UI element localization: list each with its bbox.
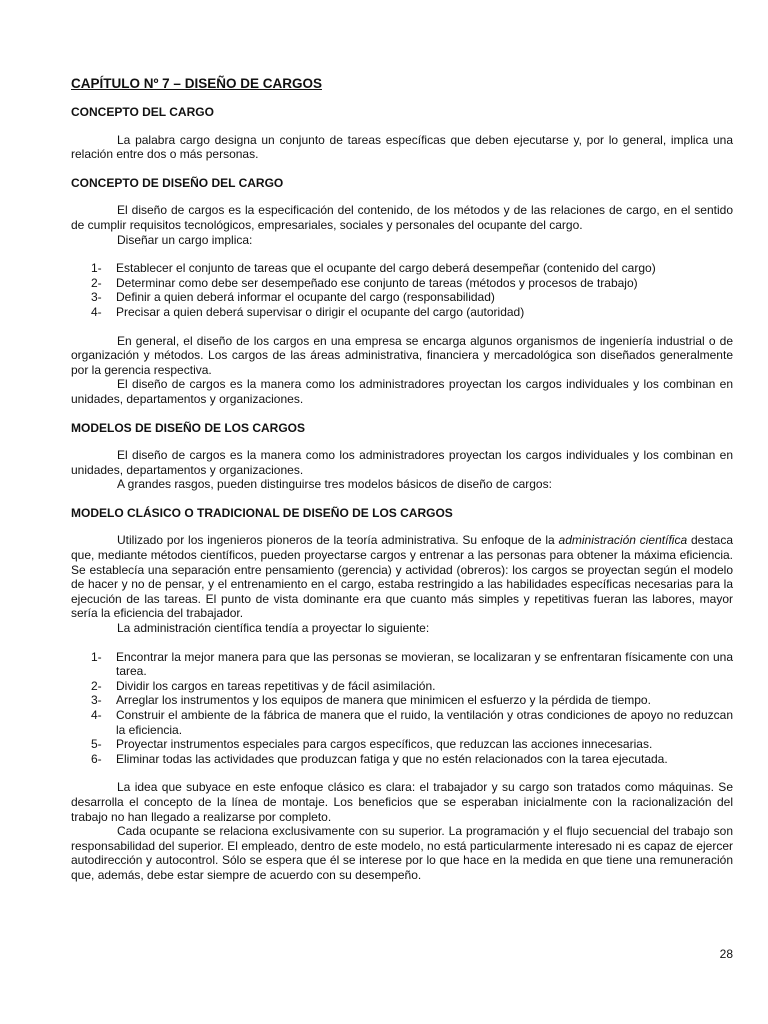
paragraph: A grandes rasgos, pueden distinguirse tres modelos básicos de diseño de cargos: bbox=[117, 477, 552, 492]
list-item bbox=[71, 752, 733, 767]
list-text: Encontrar la mejor manera para que las personas se movieran, se localizaran y se enfrentaran físicamente con una tarea. bbox=[116, 649, 733, 679]
section-body-concepto-del-cargo bbox=[71, 133, 733, 162]
numbered-list-administracion-cientifica bbox=[71, 650, 733, 767]
list-number: 2- bbox=[91, 275, 102, 290]
document-page bbox=[71, 76, 733, 897]
paragraph: La administración científica tendía a proyectar lo siguiente: bbox=[117, 621, 430, 636]
list-text: Arreglar los instrumentos y los equipos de manera que minimicen el esfuerzo y la pérdida de tiempo. bbox=[116, 693, 651, 708]
list-number: 2- bbox=[91, 678, 102, 693]
list-number: 3- bbox=[91, 693, 102, 708]
section-body-concepto-de-diseno-cont bbox=[71, 334, 733, 407]
paragraph: La palabra cargo designa un conjunto de tareas específicas que deben ejecutarse y, por lo general, implica una relación entre dos o más personas. bbox=[71, 132, 733, 162]
list-item bbox=[71, 737, 733, 752]
page-number: 28 bbox=[719, 947, 733, 961]
paragraph: Diseñar un cargo implica: bbox=[117, 232, 253, 247]
list-text: Determinar como debe ser desempeñado ese conjunto de tareas (métodos y procesos de trabajo) bbox=[116, 275, 638, 290]
paragraph: Cada ocupante se relaciona exclusivamente con su superior. La programación y el flujo secuencial del trabajo son responsabilidad del superior. El empleado, dentro de este modelo, no está particularmente interesado ni es capaz de ejercer autodirección y autocontrol. Sólo se espera que él se interese por lo que hace en la medida en que tiene una remuneración que, además, debe estar siempre de acuerdo con su desempeño. bbox=[71, 824, 733, 882]
list-item bbox=[71, 708, 733, 737]
section-heading-modelos: MODELOS DE DISEÑO DE LOS CARGOS bbox=[71, 420, 306, 435]
list-number: 1- bbox=[91, 649, 102, 664]
list-item bbox=[71, 261, 733, 276]
chapter-title: CAPÍTULO Nº 7 – DISEÑO DE CARGOS bbox=[71, 76, 322, 91]
list-item bbox=[71, 693, 733, 708]
list-item bbox=[71, 290, 733, 305]
paragraph: En general, el diseño de los cargos en una empresa se encarga algunos organismos de ingeniería industrial o de organización y métodos. Los cargos de las áreas administrativa, financiera y mercadológica son diseñados generalmente por la gerencia respectiva. bbox=[71, 333, 733, 377]
list-text: Construir el ambiente de la fábrica de manera que el ruido, la ventilación y otras condiciones de apoyo no reduzcan la eficiencia. bbox=[116, 708, 733, 737]
list-number: 3- bbox=[91, 290, 102, 305]
paragraph: El diseño de cargos es la especificación del contenido, de los métodos y de las relaciones de cargo, en el sentido de cumplir requisitos tecnológicos, empresariales, sociales y personales del ocupante del cargo. bbox=[71, 203, 733, 232]
list-item bbox=[71, 305, 733, 320]
list-text: Proyectar instrumentos especiales para cargos específicos, que reduzcan las acciones innecesarias. bbox=[116, 737, 653, 752]
list-text: Precisar a quien deberá supervisar o dirigir el ocupante del cargo (autoridad) bbox=[116, 304, 525, 319]
list-text: Dividir los cargos en tareas repetitivas y de fácil asimilación. bbox=[116, 678, 436, 693]
list-number: 5- bbox=[91, 737, 102, 752]
section-heading-modelo-clasico: MODELO CLÁSICO O TRADICIONAL DE DISEÑO DE LOS CARGOS bbox=[71, 505, 453, 520]
paragraph bbox=[71, 533, 733, 621]
paragraph: El diseño de cargos es la manera como los administradores proyectan los cargos individuales y los combinan en unidades, departamentos y organizaciones. bbox=[71, 448, 733, 477]
section-body-modelo-clasico-cont bbox=[71, 780, 733, 882]
list-item bbox=[71, 679, 733, 694]
list-text: Definir a quien deberá informar el ocupante del cargo (responsabilidad) bbox=[116, 290, 495, 305]
paragraph-text: destaca que, mediante métodos científicos, pueden proyectarse cargos y entrenar a las personas para obtener la máxima eficiencia. Se establecía una separación entre pensamiento (gerencia) y actividad (obreros): los cargos se proyectan según el modelo de hacer y no de pensar, y el entrenamiento en el cargo, estaba restringido a las habilidades específicas necesarias para la ejecución de las tareas. El punto de vista dominante era que cuanto más simples y repetitivas fueran las labores, mayor sería la eficiencia del trabajador. bbox=[71, 533, 733, 621]
paragraph: El diseño de cargos es la manera como los administradores proyectan los cargos individuales y los combinan en unidades, departamentos y organizaciones. bbox=[71, 377, 733, 406]
list-item bbox=[71, 276, 733, 291]
list-item bbox=[71, 650, 733, 679]
list-number: 4- bbox=[91, 708, 102, 722]
list-number: 1- bbox=[91, 261, 102, 276]
paragraph: La idea que subyace en este enfoque clásico es clara: el trabajador y su cargo son tratados como máquinas. Se desarrolla el concepto de la línea de montaje. Los beneficios que se esperaban inicialmente con la racionalización del trabajo no han llegado a realizarse por completo. bbox=[71, 780, 733, 824]
list-number: 6- bbox=[91, 751, 102, 766]
section-body-modelo-clasico bbox=[71, 533, 733, 635]
section-body-modelos bbox=[71, 448, 733, 492]
list-text: Establecer el conjunto de tareas que el ocupante del cargo deberá desempeñar (contenido del cargo) bbox=[116, 261, 656, 276]
list-text: Eliminar todas las actividades que produzcan fatiga y que no estén relacionados con la tarea ejecutada. bbox=[116, 751, 668, 766]
paragraph-text: Utilizado por los ingenieros pioneros de la teoría administrativa. Su enfoque de la bbox=[117, 533, 559, 548]
paragraph-emphasis: administración científica bbox=[558, 533, 688, 548]
section-heading-concepto-de-diseno: CONCEPTO DE DISEÑO DEL CARGO bbox=[71, 175, 284, 190]
section-body-concepto-de-diseno bbox=[71, 203, 733, 247]
numbered-list-disenar-cargo bbox=[71, 261, 733, 319]
list-number: 4- bbox=[91, 304, 102, 319]
section-heading-concepto-del-cargo: CONCEPTO DEL CARGO bbox=[71, 105, 214, 119]
